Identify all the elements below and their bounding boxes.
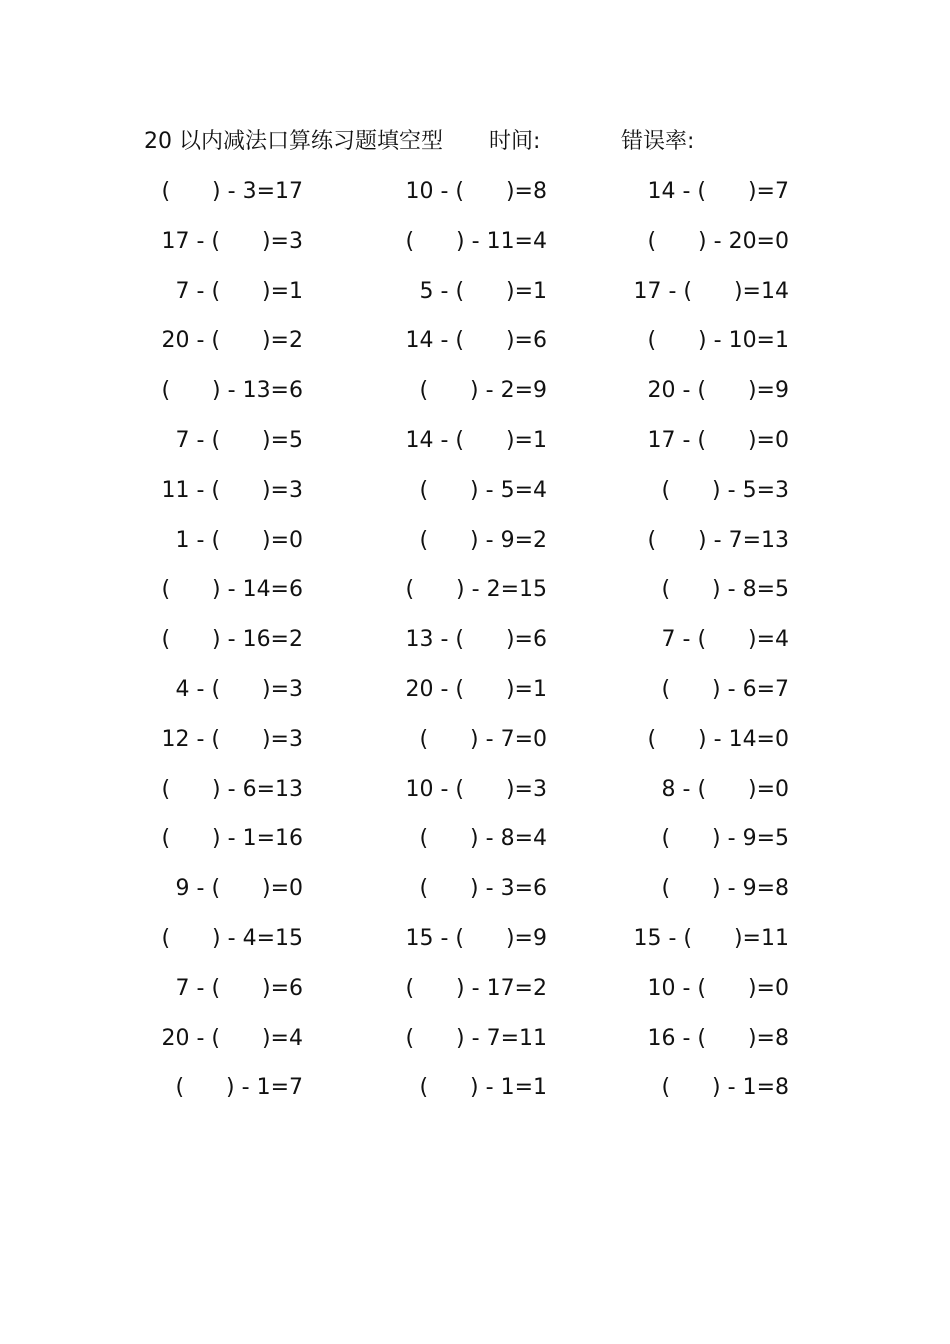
problem-item: 1 - ( )=0 [175,527,303,553]
problem-row [0,1063,950,1113]
problem-row [0,267,950,317]
problem-item: ( ) - 6=7 [661,676,789,702]
problem-item: ( ) - 8=4 [419,826,547,852]
problem-item: 14 - ( )=6 [405,328,547,354]
problem-row [0,416,950,466]
problem-item: 14 - ( )=7 [647,179,789,204]
problem-item: 7 - ( )=4 [661,627,789,653]
problem-item: 17 - ( )=0 [647,427,789,453]
problem-item: ( ) - 7=13 [647,527,789,553]
problem-row [0,864,950,914]
problem-item: 7 - ( )=5 [175,427,303,453]
problem-item: ( ) - 13=6 [161,378,303,404]
error-rate-label: 错误率: [621,129,695,154]
problem-item: 20 - ( )=9 [647,378,789,404]
problem-row [0,765,950,815]
problem-row [0,964,950,1014]
problem-item: ( ) - 10=1 [647,328,789,354]
problem-item: 16 - ( )=8 [647,1025,789,1051]
problem-item: 13 - ( )=6 [405,627,547,653]
worksheet-header [0,124,950,160]
problem-item: 20 - ( )=2 [161,328,303,354]
problem-item: ( ) - 11=4 [405,228,547,254]
problem-item: ( ) - 5=4 [419,477,547,503]
problem-row [0,814,950,864]
problem-item: ( ) - 9=5 [661,826,789,852]
problem-item: ( ) - 3=17 [161,179,303,204]
problem-item: ( ) - 8=5 [661,577,789,603]
problem-item: 15 - ( )=9 [405,925,547,951]
problem-item: ( ) - 9=2 [419,527,547,553]
problem-item: 8 - ( )=0 [661,776,789,802]
problem-row [0,665,950,715]
problem-item: ( ) - 9=8 [661,876,789,902]
problem-item: 11 - ( )=3 [161,477,303,503]
problem-item: 20 - ( )=4 [161,1025,303,1051]
problem-item: ( ) - 16=2 [161,627,303,653]
problem-row [0,167,950,217]
problem-row [0,715,950,765]
problem-item: ( ) - 1=7 [175,1075,303,1101]
problem-item: 12 - ( )=3 [161,726,303,752]
problem-item: ( ) - 6=13 [161,776,303,802]
problem-item: 10 - ( )=3 [405,776,547,802]
problem-row [0,316,950,366]
problem-item: 5 - ( )=1 [419,278,547,304]
problem-item: ( ) - 1=16 [161,826,303,852]
problem-item: 7 - ( )=1 [175,278,303,304]
problem-item: 10 - ( )=8 [405,179,547,204]
problem-item: ( ) - 2=9 [419,378,547,404]
problem-item: ( ) - 17=2 [405,975,547,1001]
problem-row [0,466,950,516]
problem-item: 9 - ( )=0 [175,876,303,902]
problem-row [0,615,950,665]
problem-item: 14 - ( )=1 [405,427,547,453]
problem-row [0,366,950,416]
problem-row [0,516,950,566]
problem-item: ( ) - 3=6 [419,876,547,902]
problem-item: 17 - ( )=3 [161,228,303,254]
time-label: 时间: [489,129,541,154]
problem-item: ( ) - 5=3 [661,477,789,503]
problem-row [0,914,950,964]
problem-item: ( ) - 1=8 [661,1075,789,1101]
worksheet-title: 20 以内减法口算练习题填空型 [144,129,443,154]
problem-row [0,1014,950,1064]
problem-item: ( ) - 20=0 [647,228,789,254]
problem-item: ( ) - 14=0 [647,726,789,752]
problem-row [0,217,950,267]
problem-item: 15 - ( )=11 [633,925,789,951]
problem-item: 4 - ( )=3 [175,676,303,702]
problem-item: ( ) - 4=15 [161,925,303,951]
problem-row [0,565,950,615]
problem-item: ( ) - 2=15 [405,577,547,603]
problem-item: ( ) - 1=1 [419,1075,547,1101]
problem-grid [0,167,950,1113]
problem-item: 17 - ( )=14 [633,278,789,304]
problem-item: ( ) - 7=0 [419,726,547,752]
problem-item: 7 - ( )=6 [175,975,303,1001]
problem-item: ( ) - 7=11 [405,1025,547,1051]
problem-item: 20 - ( )=1 [405,676,547,702]
problem-item: 10 - ( )=0 [647,975,789,1001]
problem-item: ( ) - 14=6 [161,577,303,603]
